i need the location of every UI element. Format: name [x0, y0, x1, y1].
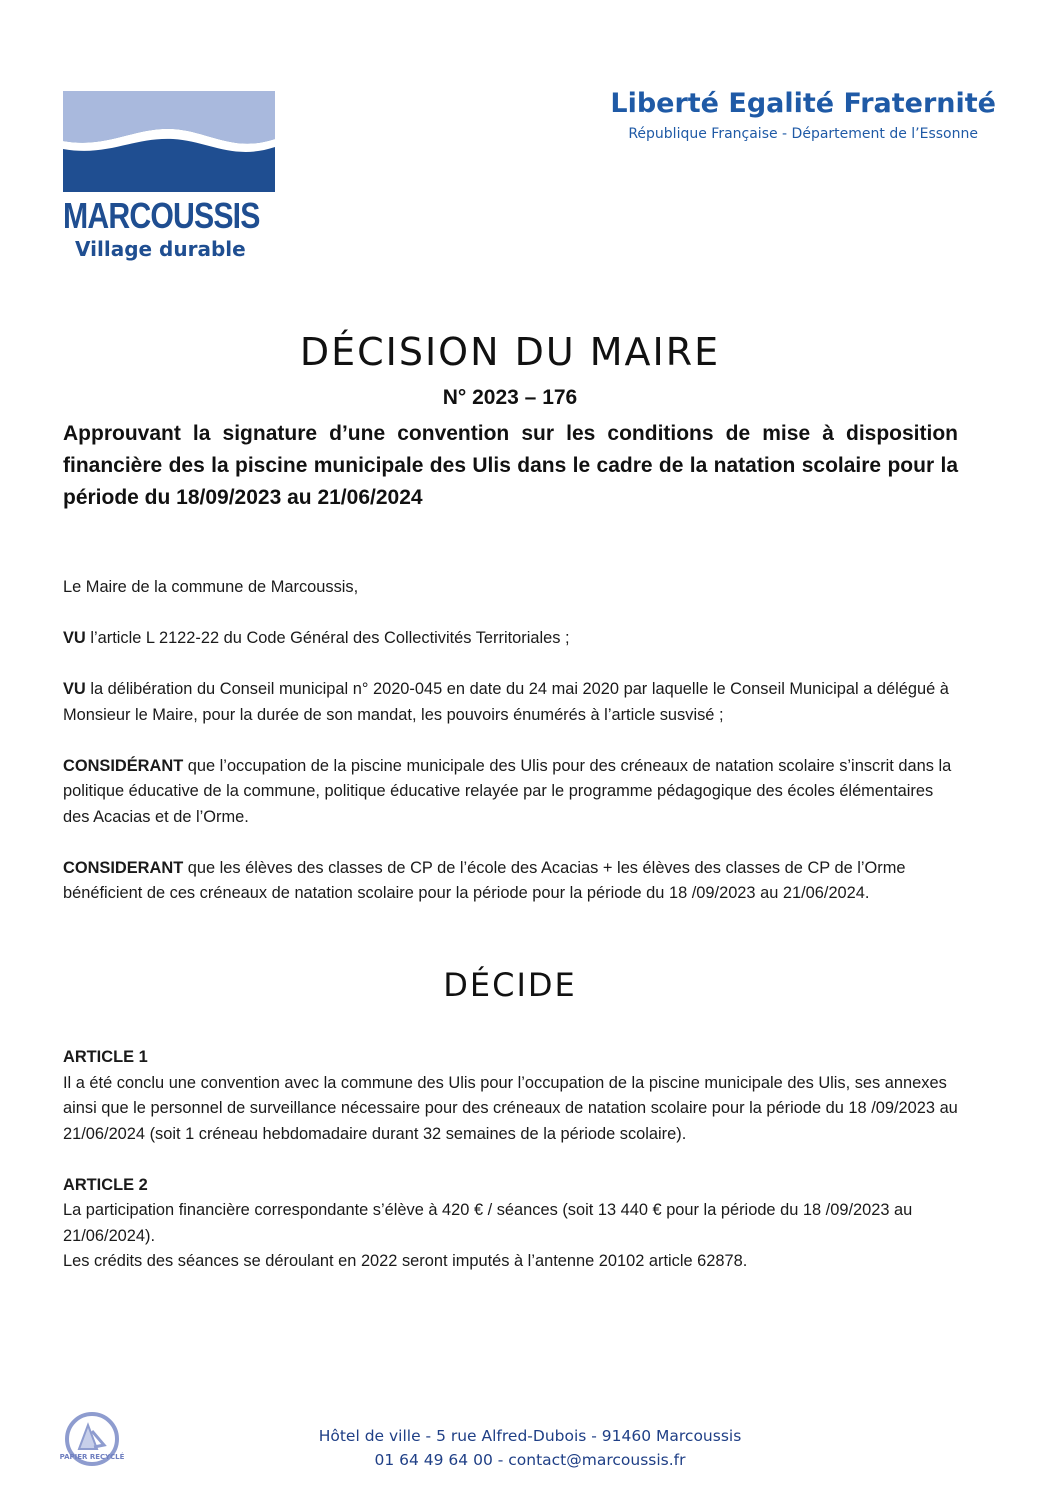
articles	[63, 1045, 963, 1300]
article-2	[63, 1173, 963, 1275]
logo-tagline: Village durable	[75, 237, 246, 261]
vu-label: VU	[63, 680, 86, 698]
considerant-label: CONSIDÉRANT	[63, 756, 184, 775]
decision-subject: Approuvant la signature d’une convention sur les conditions de mise à disposition financière des la piscine municipale des Ulis dans le cadre de la natation scolaire pour la période du 18/09/2023 au 21/06/2024	[63, 422, 958, 509]
logo-name: MARCOUSSIS	[63, 195, 260, 236]
preamble	[63, 575, 963, 932]
article-1	[63, 1045, 963, 1147]
considerant-label: CONSIDERANT	[63, 858, 184, 877]
preamble-vu-2	[63, 677, 963, 728]
footer-contact: 01 64 49 64 00 - contact@marcoussis.fr	[374, 1451, 686, 1469]
considerant-text: que les élèves des classes de CP de l’école des Acacias + les élèves des classes de CP de l’Orme bénéficient de ces créneaux de natation scolaire pour la période pour la période du 18 /09/2023 au 21/06/2024.	[63, 858, 906, 902]
article-text: Les crédits des séances se déroulant en 2022 seront imputés à l’antenne 20102 article 62878.	[63, 1252, 748, 1270]
document-title: DÉCISION DU MAIRE	[299, 330, 721, 374]
recycled-paper-icon	[59, 1411, 125, 1467]
considerant-text: que l’occupation de la piscine municipale des Ulis pour des créneaux de natation scolaire s’inscrit dans la politique éducative de la commune, politique éducative relayée par le programme pédagogique des écoles élémentaires des Acacias et de l’Orme.	[63, 756, 952, 826]
logo-wave-graphic	[63, 91, 275, 192]
footer-address: Hôtel de ville - 5 rue Alfred-Dubois - 91460 Marcoussis	[318, 1427, 742, 1445]
preamble-vu-1	[63, 626, 963, 652]
article-text: La participation financière correspondante s’élève à 420 € / séances (soit 13 440 € pour la période du 18 /09/2023 au 21/06/2024).	[63, 1201, 913, 1245]
footer	[230, 1424, 830, 1472]
preamble-intro: Le Maire de la commune de Marcoussis,	[63, 578, 359, 596]
vu-text: l’article L 2122-22 du Code Général des Collectivités Territoriales ;	[85, 629, 570, 647]
preamble-considerant-1	[63, 754, 963, 831]
marcoussis-logo	[63, 91, 277, 266]
article-text: Il a été conclu une convention avec la commune des Ulis pour l’occupation de la piscine municipale des Ulis, ses annexes ainsi que le personnel de surveillance nécessaire pour des créneaux de natation scolaire pour la période du 18 /09/2023 au 21/06/2024 (soit 1 créneau hebdomadaire durant 32 semaines de la période scolaire).	[63, 1073, 958, 1143]
republic-motto: Liberté Egalité Fraternité	[610, 88, 996, 119]
vu-label: VU	[63, 629, 86, 647]
decide-heading: DÉCIDE	[443, 966, 577, 1004]
preamble-considerant-2	[63, 856, 963, 907]
article-title: ARTICLE 2	[63, 1175, 148, 1194]
vu-text: la délibération du Conseil municipal n° 2020-045 en date du 24 mai 2020 par laquelle le Conseil Municipal a délégué à Monsieur le Maire, pour la durée de son mandat, les pouvoirs énumérés à l’article susvisé ;	[63, 680, 949, 724]
recycle-label: PAPIER RECYCLÉ	[59, 1453, 125, 1461]
decision-number: N° 2023 – 176	[442, 386, 578, 409]
article-title: ARTICLE 1	[63, 1048, 148, 1066]
republic-department: République Française - Département de l’Essonne	[628, 126, 978, 142]
